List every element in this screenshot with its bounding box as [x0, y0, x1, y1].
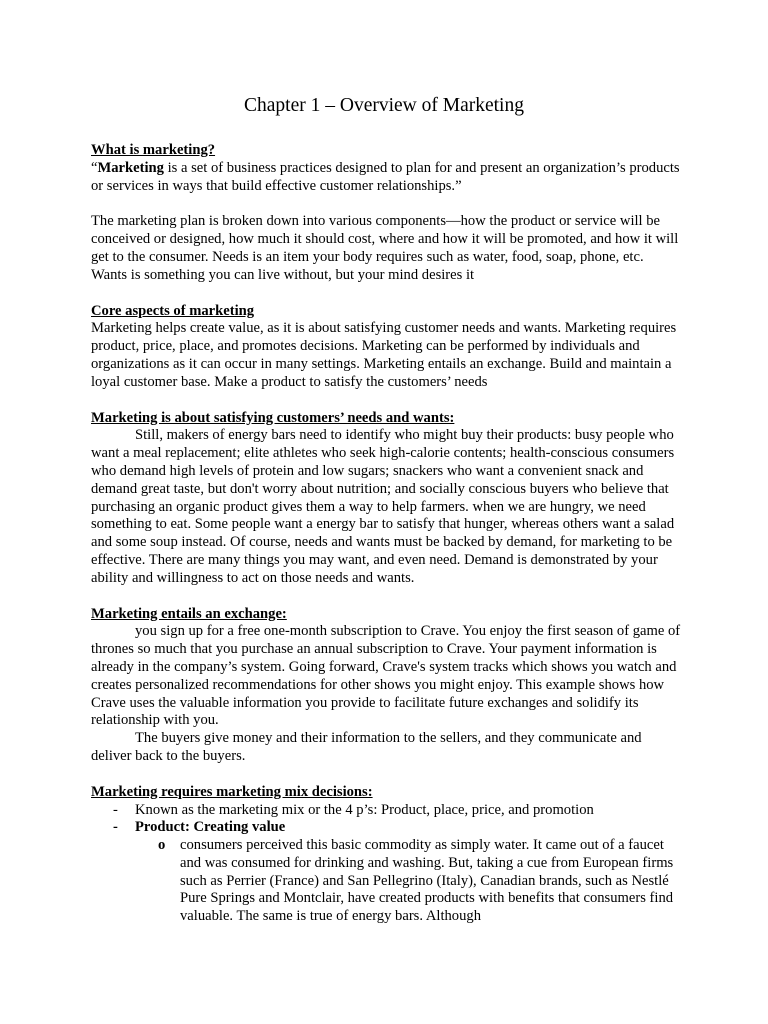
core-aspects-paragraph: Marketing helps create value, as it is about satisfying customer needs and wants. Marketing requires product, price, place, and promotes decisions. Marketing can be performed by individuals and organizations as it can occur in many settings. Marketing entails an exchange. Build and maintain a loyal customer base. Make a product to satisfy the customers’ needs [91, 320, 677, 390]
marketing-definition [91, 160, 681, 196]
section-heading-what-is-marketing: What is marketing? [91, 142, 216, 158]
sub-list-item-text: consumers perceived this basic commodity as simply water. It came out of a faucet and was consumed for drinking and washing. But, taking a cue from European firms such as Perrier (France) and San Pellegrino (Italy), Canadian brands, such as Nestlé Pure Springs and Montclair, have created products with benefits that consumers find valuable. The same is true of energy bars. Although [180, 837, 674, 925]
exchange-paragraph-2: The buyers give money and their information to the sellers, and they communicate and deliver back to the buyers. [91, 730, 642, 764]
document-body [91, 142, 681, 926]
section-heading-exchange: Marketing entails an exchange: [91, 605, 287, 622]
marketing-plan-paragraph: The marketing plan is broken down into various components—how the product or service will be conceived or designed, how much it should cost, where and how it will be promoted, and how it will get to the consumer. Needs is an item your body requires such as water, food, soap, phone, etc. Wants is something you can live without, but your mind desires it [91, 213, 679, 283]
list-item-text: Product: Creating value [135, 819, 286, 836]
list-item [91, 819, 681, 837]
definition-text: is a set of business practices designed to plan for and present an organization’s products or services in ways that build effective customer relationships.” [91, 159, 680, 194]
needs-wants-paragraph: Still, makers of energy bars need to identify who might buy their products: busy people who want a meal replacement; elite athletes who seek high-calorie contents; health-conscious consumers who demand high levels of protein and low sugars; snackers who want a convenient snack and demand great taste, but don't worry about nutrition; and socially conscious buyers who believe that purchasing an organic product gives them a way to help farmers. when we are hungry, we need something to eat. Some people want a energy bar to satisfy that hunger, whereas others want a salad and some soup instead. Of course, needs and wants must be backed by demand, for marketing to be effective. There are many things you may want, and even need. Demand is demonstrated by your ability and willingness to act on those needs and wants. [91, 427, 675, 586]
dash-bullet: - [113, 801, 118, 818]
list-item-text: Known as the marketing mix or the 4 p’s: Product, place, price, and promotion [135, 801, 594, 818]
marketing-term: Marketing [97, 159, 164, 176]
section-heading-marketing-mix: Marketing requires marketing mix decisions: [91, 783, 373, 800]
section-heading-core-aspects: Core aspects of marketing [91, 302, 255, 319]
page-title: Chapter 1 – Overview of Marketing [244, 95, 524, 116]
sub-list-item [91, 837, 681, 926]
exchange-paragraph-1: you sign up for a free one-month subscription to Crave. You enjoy the first season of game of thrones so much that you purchase an annual subscription to Crave. Your payment information is already in the company’s system. Going forward, Crave's system tracks which shows you watch and creates personalized recommendations for other shows you might enjoy. This example shows how Crave uses the valuable information you provide to facilitate future exchanges and solidify its relationship with you. [91, 623, 681, 729]
dash-bullet: - [113, 819, 118, 836]
circle-bullet: o [158, 837, 166, 854]
list-item [91, 802, 681, 820]
quote-open: “ [91, 159, 98, 176]
section-heading-needs-wants: Marketing is about satisfying customers’ needs and wants: [91, 409, 455, 426]
